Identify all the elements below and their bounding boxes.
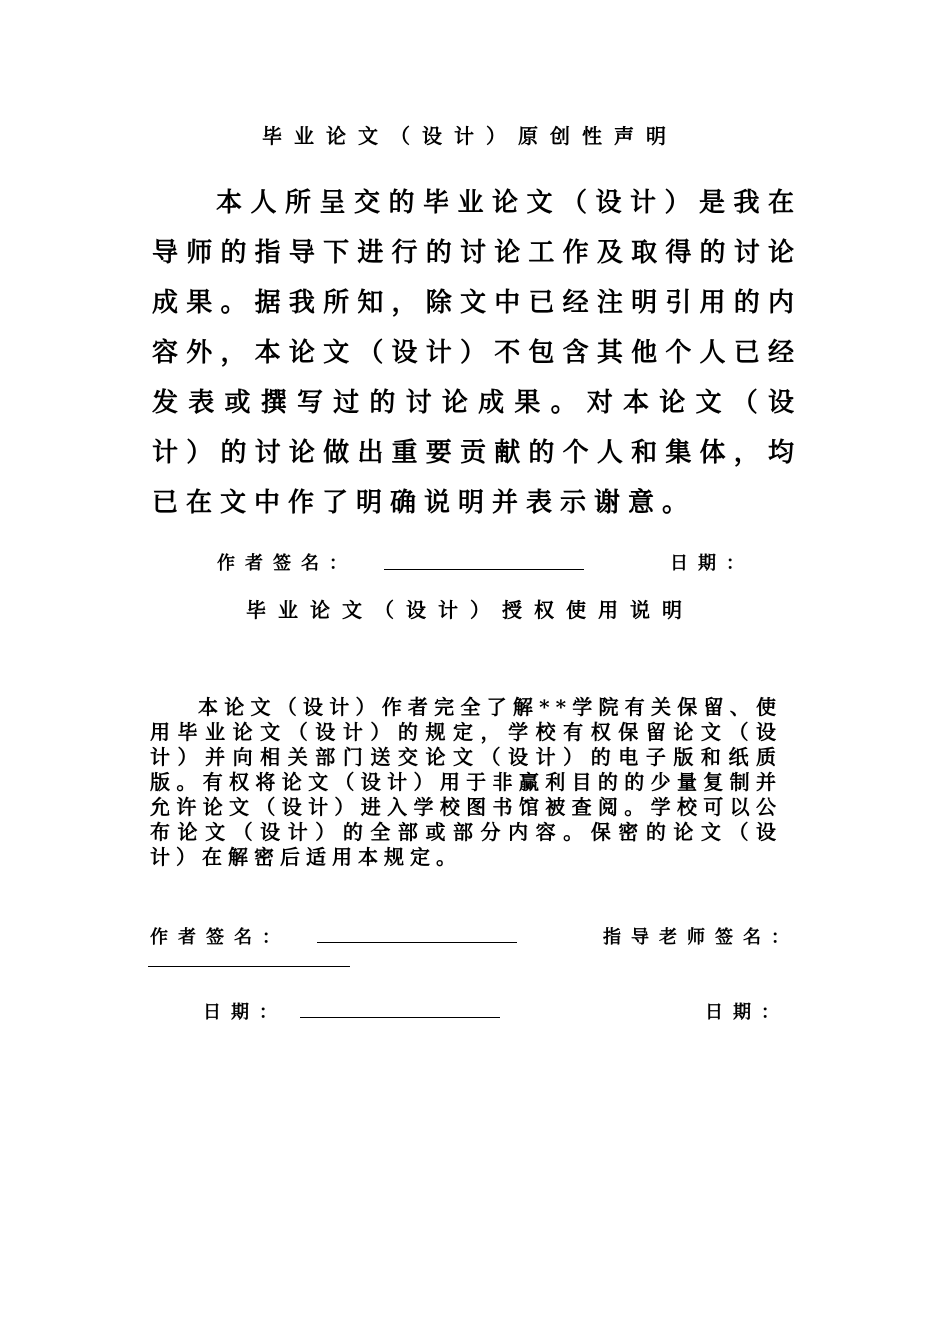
declaration-body: 本人所呈交的毕业论文（设计）是我在导师的指导下进行的讨论工作及取得的讨论成果。据我所知，除文中已经注明引用的内容外，本论文（设计）不包含其他个人已经发表或撰写过的讨论成果。对本论文（设计）的讨论做出重要贡献的个人和集体，均已在文中作了明确说明并表示谢意。	[152, 188, 802, 518]
authorization-title: 毕业论文（设计）授权使用说明	[246, 598, 694, 622]
advisor-signature-label: 指导老师签名：	[603, 927, 799, 948]
authorization-author-signature-label: 作者签名：	[150, 927, 290, 948]
author-date-label: 日期：	[203, 1002, 287, 1023]
declaration-date-label: 日期：	[670, 553, 754, 574]
author-date-line[interactable]	[300, 1017, 500, 1018]
advisor-date-label: 日期：	[705, 1002, 789, 1023]
authorization-author-signature-line[interactable]	[317, 942, 517, 943]
author-signature-label: 作者签名：	[217, 553, 357, 574]
author-signature-line[interactable]	[384, 569, 584, 570]
declaration-title: 毕业论文（设计）原创性声明	[262, 124, 678, 148]
advisor-signature-line[interactable]	[148, 966, 350, 967]
authorization-body: 本论文（设计）作者完全了解**学院有关保留、使用毕业论文（设计）的规定，学校有权保留论文（设计）并向相关部门送交论文（设计）的电子版和纸质版。有权将论文（设计）用于非赢利目的的少量复制并允许论文（设计）进入学校图书馆被查阅。学校可以公布论文（设计）的全部或部分内容。保密的论文（设计）在解密后适用本规定。	[150, 695, 782, 869]
